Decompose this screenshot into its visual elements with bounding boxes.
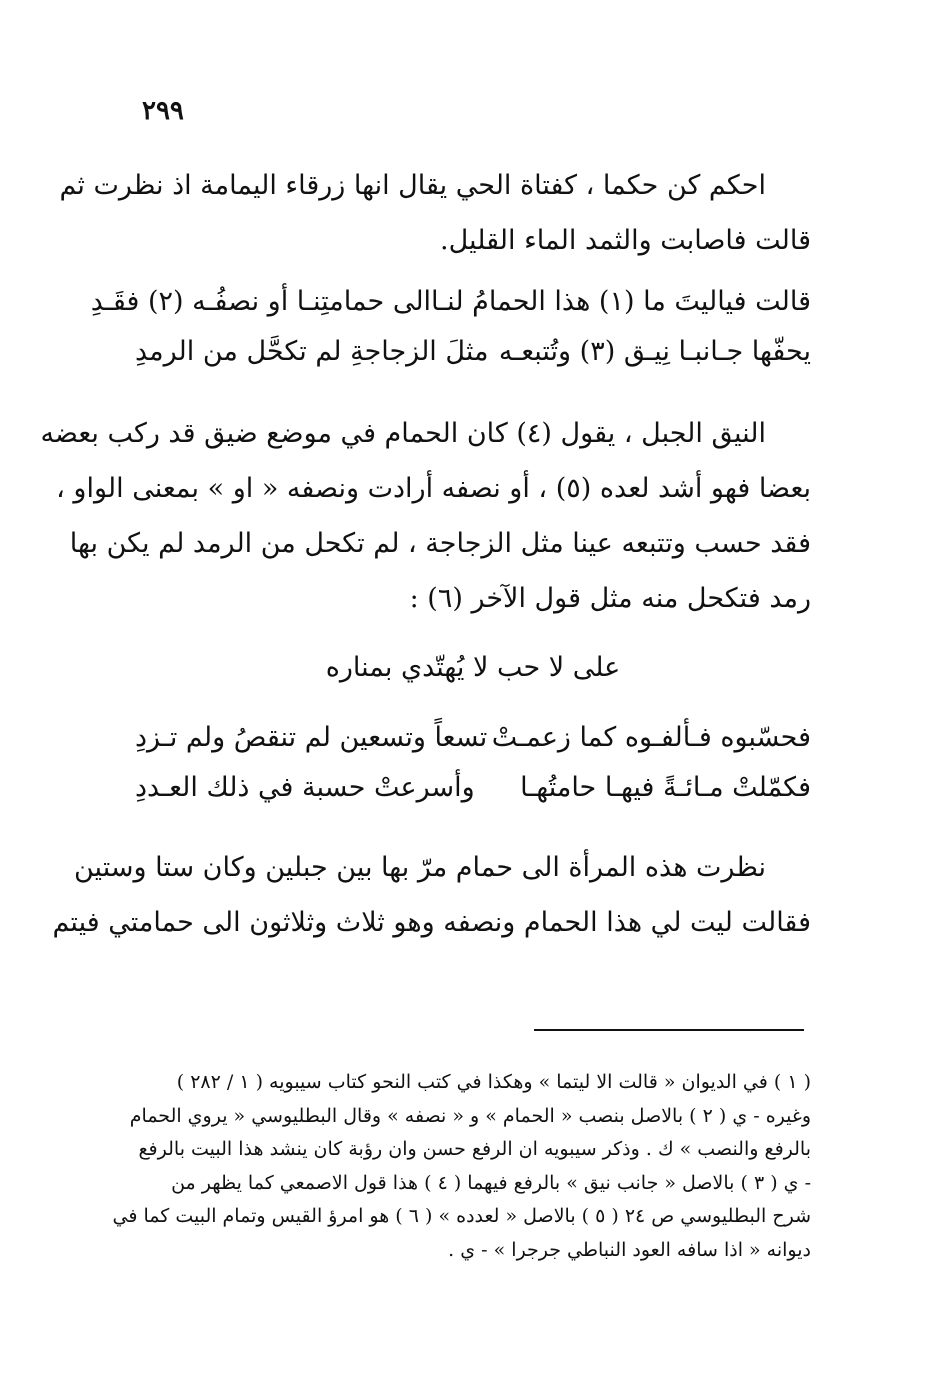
- verse-row: [135, 713, 811, 763]
- text-line: نظرت هذه المرأة الى حمام مرّ بها بين جبلين وكان ستا وستين: [74, 852, 766, 883]
- verse-first-hemistich: فحسّبوه فـألفـوه كما زعمـتْ: [491, 722, 811, 753]
- verse-first-hemistich: فكمّلتْ مـائـةً فيهـا حامتُهـا: [520, 772, 811, 803]
- paragraph-intro: [59, 158, 811, 268]
- verse-second-hemistich: مثلَ الزجاجةِ لم تكحَّل من الرمدِ: [135, 336, 489, 367]
- page-number: ٢٩٩: [142, 96, 184, 126]
- poem-single-hemistich: على لا حب لا يُهتّدي بمناره: [325, 652, 621, 683]
- footnote-line: - ي ( ٣ ) بالاصل « جانب نيق » بالرفع فيهما ( ٤ ) هذا قول الاصمعي كما يظهر من: [171, 1171, 811, 1194]
- poem-verse-block-1: [90, 277, 811, 377]
- footnote-line: ( ١ ) في الديوان « قالت الا ليتما » وهكذا في كتب النحو كتاب سيبويه ( ١ / ٢٨٢ ): [176, 1071, 811, 1093]
- footnote-line: وغيره - ي ( ٢ ) بالاصل بنصب « الحمام » و « نصفه » وقال البطليوسي « يروي الحمام: [129, 1104, 811, 1127]
- paragraph-commentary: [40, 406, 811, 626]
- verse-second-hemistich: تسعاً وتسعين لم تنقصُ ولم تـزدِ: [135, 722, 488, 753]
- text-line: احكم كن حكما ، كفتاة الحي يقال انها زرقاء اليمامة اذ نظرت ثم: [59, 170, 766, 201]
- text-line: قالت فاصابت والثمد الماء القليل.: [440, 225, 811, 256]
- paragraph-explanation: [52, 840, 811, 950]
- text-line: فقالت ليت لي هذا الحمام ونصفه وهو ثلاث وثلاثون الى حمامتي فيتم: [52, 907, 811, 938]
- verse-first-hemistich: قالت فياليتَ ما (١) هذا الحمامُ لنـا: [431, 286, 811, 317]
- verse-row: [90, 277, 811, 327]
- text-line: بعضا فهو أشد لعده (٥) ، أو نصفه أرادت ونصفه « او » بمعنى الواو ،: [56, 473, 811, 504]
- footnotes: [112, 1066, 811, 1267]
- footnote-separator: [534, 1029, 804, 1031]
- verse-first-hemistich: يحفّها جـانبـا نِيـق (٣) وتُتبعـه: [498, 336, 811, 367]
- verse-row: [135, 327, 811, 377]
- footnote-line: ديوانه « اذا سافه العود النباطي جرجرا » - ي .: [448, 1238, 811, 1261]
- verse-row: [135, 763, 811, 813]
- verse-second-hemistich: وأسرعتْ حسبة في ذلك العـددِ: [135, 772, 475, 803]
- text-line: فقد حسب وتتبعه عينا مثل الزجاجة ، لم تكحل من الرمد لم يكن بها: [69, 528, 811, 559]
- text-line: رمد فتكحل منه مثل قول الآخر (٦) :: [409, 583, 811, 614]
- footnote-line: شرح البطليوسي ص ٢٤ ( ٥ ) بالاصل « لعدده » ( ٦ ) هو امرؤ القيس وتمام البيت كما في: [112, 1205, 811, 1227]
- verse-second-hemistich: الى حمامتِنـا أو نصفُـه (٢) فقَـدِ: [90, 286, 432, 317]
- text-line: النيق الجبل ، يقول (٤) كان الحمام في موضع ضيق قد ركب بعضه: [40, 418, 766, 449]
- footnote-line: بالرفع والنصب » ك . وذكر سيبويه ان الرفع حسن وان رؤبة كان ينشد هذا البيت بالرفع: [138, 1138, 811, 1160]
- poem-verse-block-2: [135, 713, 811, 813]
